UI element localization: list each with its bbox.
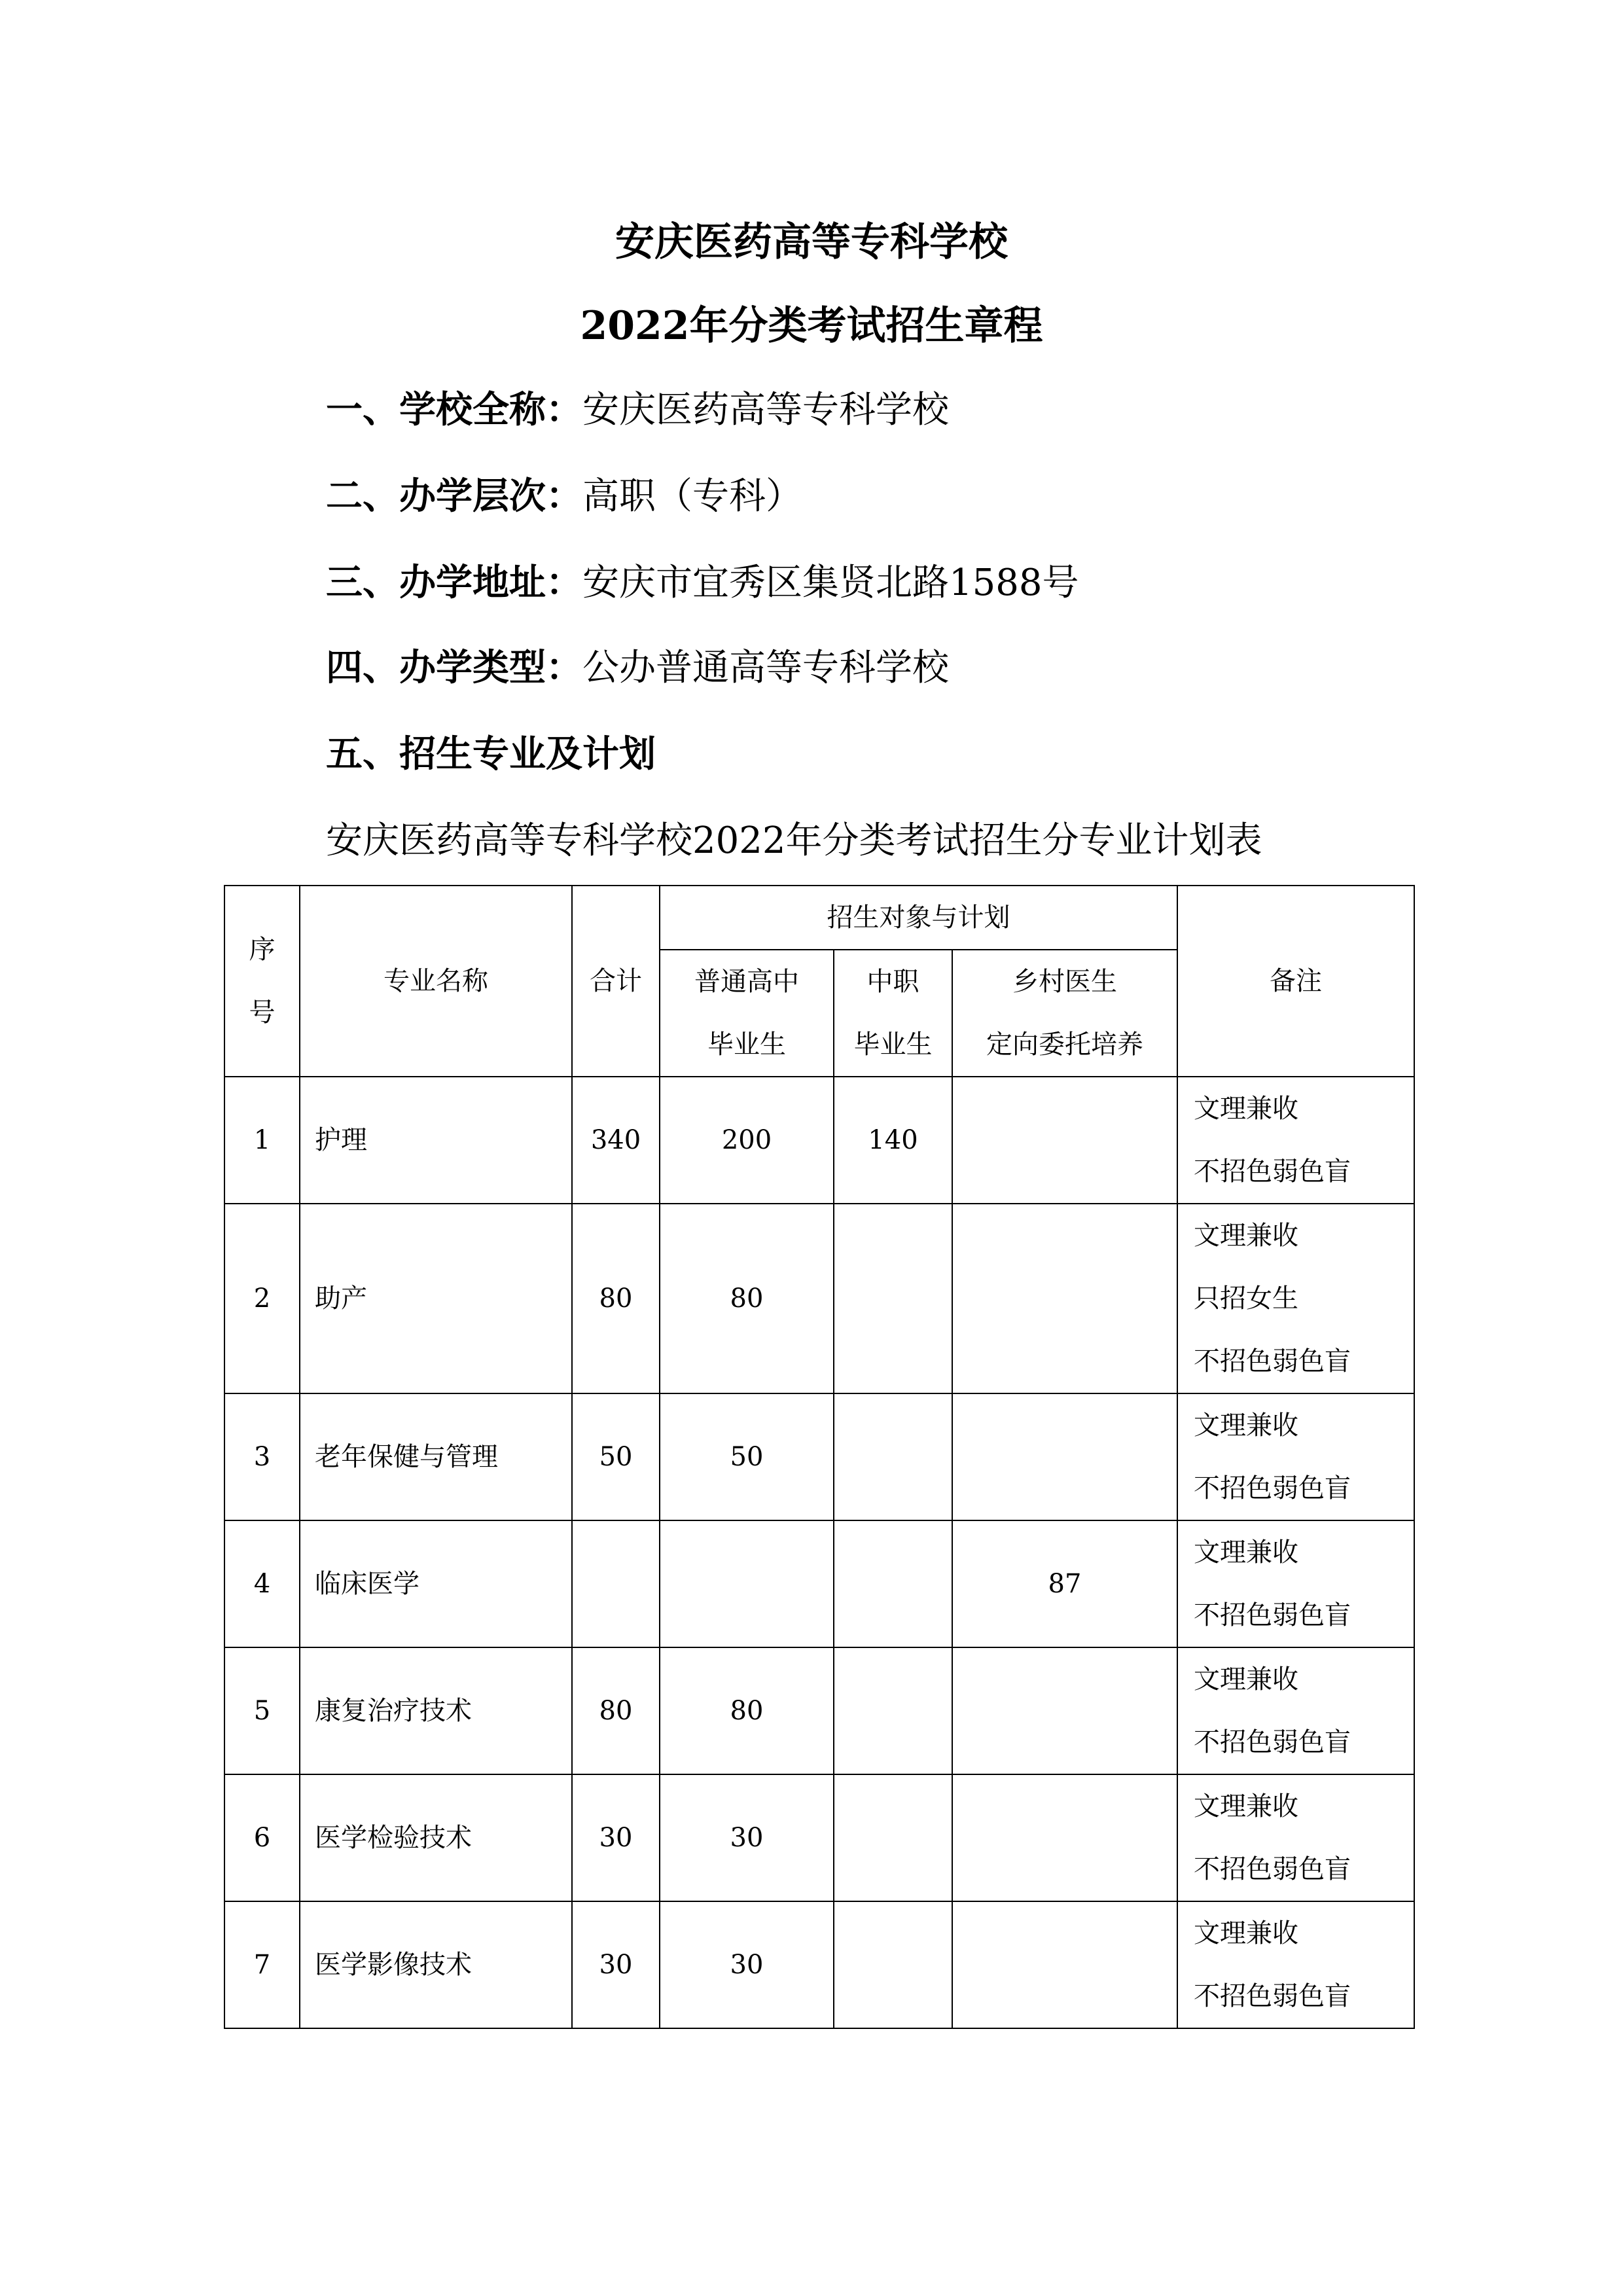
cell-rural-doctor: 87: [952, 1520, 1177, 1647]
cell-name: 老年保健与管理: [300, 1393, 572, 1520]
enrollment-plan-heading: [326, 728, 656, 781]
cell-seq: 6: [224, 1774, 300, 1901]
table-row: [224, 1647, 1414, 1774]
header-group: 招生对象与计划: [660, 886, 1177, 950]
cell-vocational: 140: [834, 1077, 952, 1204]
cell-total: 340: [572, 1077, 660, 1204]
cell-general-high-school: 30: [660, 1774, 834, 1901]
table-row: [224, 1393, 1414, 1520]
cell-rural-doctor: [952, 1077, 1177, 1204]
item-label: 四、办学类型：: [326, 646, 582, 689]
cell-general-high-school: 80: [660, 1204, 834, 1393]
cell-note: [1177, 1204, 1414, 1393]
cell-total: 30: [572, 1901, 660, 2028]
note-line: 不招色弱色盲: [1194, 1727, 1351, 1757]
cell-note: [1177, 1774, 1414, 1901]
note-line: 不招色弱色盲: [1194, 1854, 1351, 1884]
cell-vocational: [834, 1393, 952, 1520]
note-line: 文理兼收: [1194, 1094, 1298, 1124]
cell-vocational: [834, 1901, 952, 2028]
document-title: 安庆医药高等专科学校: [615, 219, 1008, 265]
cell-vocational: [834, 1774, 952, 1901]
note-line: 不招色弱色盲: [1194, 1346, 1351, 1376]
cell-name: 医学影像技术: [300, 1901, 572, 2028]
header-seq: 序 号: [224, 886, 300, 1077]
item-value: 公办普通高等专科学校: [582, 647, 949, 689]
item-value: 高职（专科）: [582, 475, 802, 518]
item-value: 安庆医药高等专科学校: [582, 389, 949, 431]
item-label: 三、办学地址：: [326, 561, 582, 604]
note-line: 不招色弱色盲: [1194, 1981, 1351, 2011]
cell-seq: 2: [224, 1204, 300, 1393]
item-label: 二、办学层次：: [326, 475, 582, 518]
note-line: 文理兼收: [1194, 1410, 1298, 1441]
cell-total: 50: [572, 1393, 660, 1520]
table-row: [224, 1204, 1414, 1393]
header-name: 专业名称: [300, 886, 572, 1077]
school-level-line: [326, 470, 802, 523]
cell-vocational: [834, 1647, 952, 1774]
cell-name: 助产: [300, 1204, 572, 1393]
item-value: 安庆市宜秀区集贤北路1588号: [582, 562, 1079, 604]
header-col-a: 普通高中 毕业生: [660, 950, 834, 1077]
table-header-row: [224, 886, 1414, 950]
cell-vocational: [834, 1520, 952, 1647]
item-label: 一、学校全称：: [326, 388, 582, 431]
cell-rural-doctor: [952, 1774, 1177, 1901]
school-name-line: [326, 384, 949, 437]
cell-general-high-school: [660, 1520, 834, 1647]
table-row: [224, 1901, 1414, 2028]
enrollment-plan-table: [224, 885, 1415, 2029]
cell-name: 护理: [300, 1077, 572, 1204]
header-note: 备注: [1177, 886, 1414, 1077]
cell-total: 80: [572, 1204, 660, 1393]
header-col-b: 中职 毕业生: [834, 950, 952, 1077]
table-row: [224, 1774, 1414, 1901]
cell-total: 80: [572, 1647, 660, 1774]
school-address-line: [326, 556, 1079, 609]
cell-name: 康复治疗技术: [300, 1647, 572, 1774]
cell-seq: 7: [224, 1901, 300, 2028]
note-line: 文理兼收: [1194, 1664, 1298, 1695]
table-row: [224, 1520, 1414, 1647]
note-line: 文理兼收: [1194, 1221, 1298, 1251]
cell-rural-doctor: [952, 1901, 1177, 2028]
cell-total: [572, 1520, 660, 1647]
note-line: 只招女生: [1194, 1283, 1298, 1314]
cell-note: [1177, 1901, 1414, 2028]
cell-note: [1177, 1647, 1414, 1774]
cell-name: 医学检验技术: [300, 1774, 572, 1901]
table-row: [224, 1077, 1414, 1204]
cell-seq: 4: [224, 1520, 300, 1647]
cell-rural-doctor: [952, 1204, 1177, 1393]
cell-rural-doctor: [952, 1393, 1177, 1520]
cell-seq: 5: [224, 1647, 300, 1774]
note-line: 不招色弱色盲: [1194, 1600, 1351, 1630]
item-label: 五、招生专业及计划: [326, 732, 656, 776]
cell-general-high-school: 200: [660, 1077, 834, 1204]
cell-seq: 3: [224, 1393, 300, 1520]
cell-general-high-school: 30: [660, 1901, 834, 2028]
table-caption: 安庆医药高等专科学校2022年分类考试招生分专业计划表: [326, 819, 1262, 862]
cell-note: [1177, 1393, 1414, 1520]
document-subtitle: 2022年分类考试招生章程: [580, 303, 1043, 349]
note-line: 文理兼收: [1194, 1537, 1298, 1568]
cell-rural-doctor: [952, 1647, 1177, 1774]
cell-vocational: [834, 1204, 952, 1393]
note-line: 文理兼收: [1194, 1918, 1298, 1948]
header-col-c: 乡村医生 定向委托培养: [952, 950, 1177, 1077]
cell-total: 30: [572, 1774, 660, 1901]
cell-note: [1177, 1077, 1414, 1204]
cell-general-high-school: 80: [660, 1647, 834, 1774]
cell-name: 临床医学: [300, 1520, 572, 1647]
school-type-line: [326, 641, 949, 694]
note-line: 文理兼收: [1194, 1791, 1298, 1821]
note-line: 不招色弱色盲: [1194, 1473, 1351, 1503]
header-total: 合计: [572, 886, 660, 1077]
cell-note: [1177, 1520, 1414, 1647]
cell-general-high-school: 50: [660, 1393, 834, 1520]
note-line: 不招色弱色盲: [1194, 1157, 1351, 1187]
cell-seq: 1: [224, 1077, 300, 1204]
